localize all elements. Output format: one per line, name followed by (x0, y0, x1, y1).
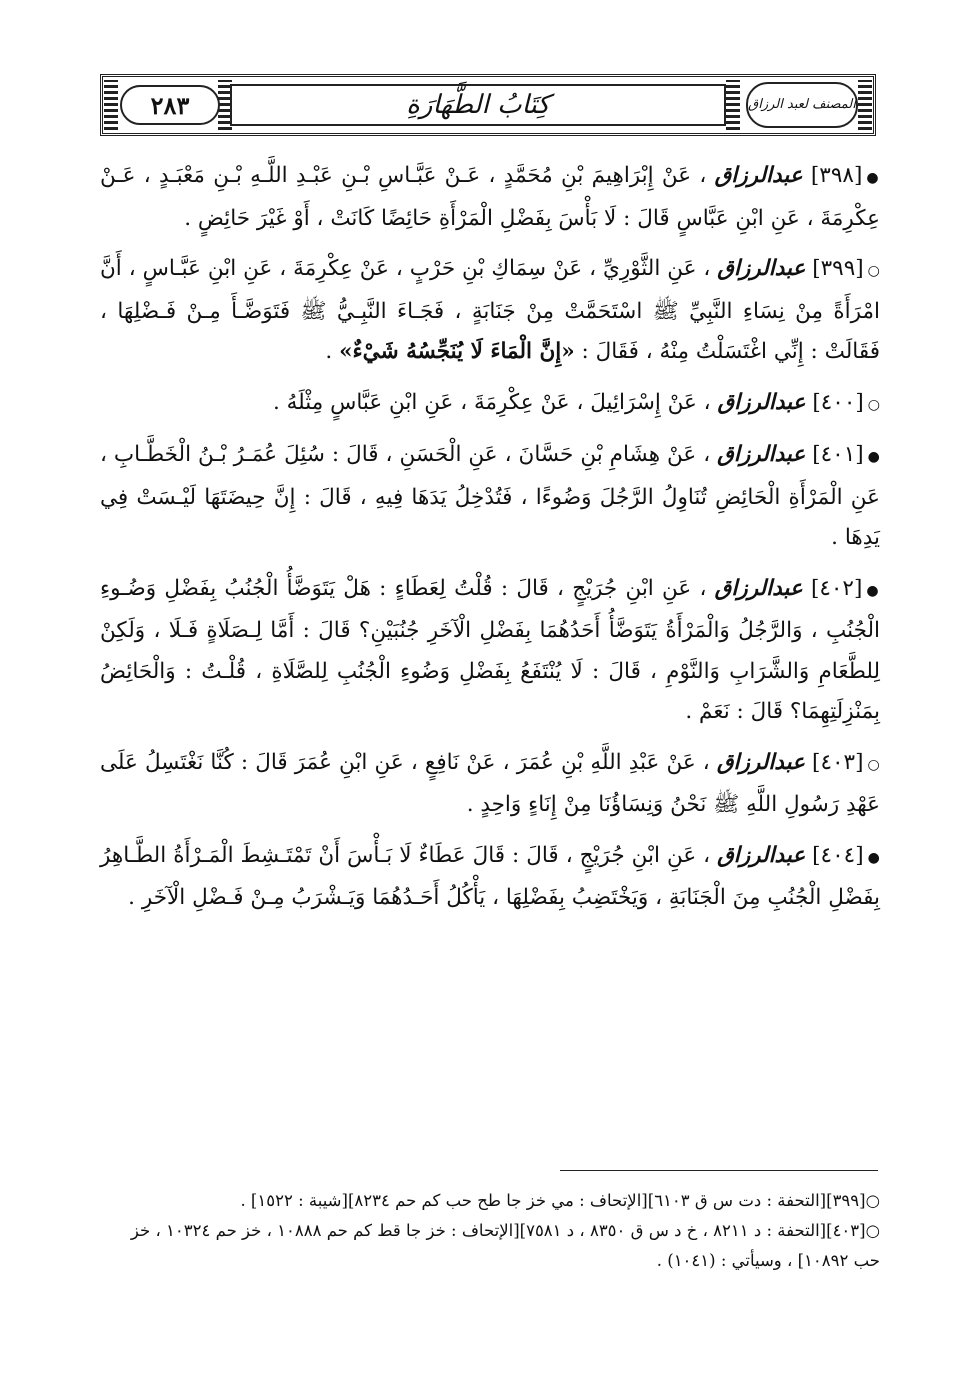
hadith-number: [٤٠١] (812, 442, 864, 467)
prophetic-quote: «إِنَّ الْمَاءَ لَا يُنَجِّسُهُ شَيْءٌ» (339, 339, 575, 364)
hadith-body: ، عَنْ هِشَامِ بْنِ حَسَّانَ ، عَنِ الْحَسَنِ ، قَالَ : سُئِلَ عُمَـرُ بْـنُ الْخَطَّـابِ ، عَنِ الْمَرْأَةِ الْحَائِضِ تُنَاوِلُ الرَّجُلَ وَضُوءًا ، فَتُدْخِلُ يَدَهَا فِيهِ ، قَالَ : إِنَّ حِيضَتَهَا لَيْـسَتْ فِي يَدِهَا . (100, 442, 880, 550)
hadith-entry (100, 383, 880, 426)
page-header (100, 74, 876, 136)
hadith-number: [٤٠٠] (812, 389, 864, 415)
ornament-left-outer (104, 80, 118, 130)
entry-marker: ● (867, 849, 880, 866)
narrator-name: عبدالرزاق (717, 256, 806, 281)
hadith-entry (100, 156, 880, 239)
narrator-name: عبدالرزاق (714, 163, 803, 188)
hadith-number: [٣٩٩] (812, 256, 864, 281)
hadith-tail: . (325, 339, 333, 364)
title-band (230, 84, 726, 126)
hadith-body: ، عَنْ إِسْرَائِيلَ ، عَنْ عِكْرِمَةَ ، عَنِ ابْنِ عَبَّاسٍ مِثْلَهُ . (272, 389, 711, 415)
hadith-entry (100, 569, 880, 733)
entry-marker: ● (866, 170, 880, 186)
hadith-body: ، عَنْ عَبْدِ اللَّهِ بْنِ عُمَرَ ، عَنْ نَافِعٍ ، عَنِ ابْنِ عُمَرَ قَالَ : كُنَّا نَغْتَسِلُ عَلَى عَهْدِ رَسُولِ اللَّهِ ﷺ نَحْنُ وَنِسَاؤُنَا مِنْ إِنَاءٍ وَاحِدٍ . (100, 749, 880, 817)
narrator-name: عبدالرزاق (717, 389, 806, 415)
hadith-body: ، عَنْ إِبْرَاهِيمَ بْنِ مُحَمَّدٍ ، عَـنْ عَبَّـاسِ بْـنِ عَبْـدِ اللَّـهِ بْـنِ مَعْبَـدٍ ، عَـنْ عِكْرِمَةَ ، عَنِ ابْنِ عَبَّاسٍ قَالَ : لَا بَأْسَ بِفَضْلِ الْمَرْأَةِ حَائِضًا كَانَتْ ، أَوْ غَيْرَ حَائِضٍ . (100, 163, 880, 231)
book-title: كِتَابُ الطَّهَارَةِ (406, 90, 550, 120)
hadith-body: ، عَنِ ابْنِ جُرَيْجٍ ، قَالَ : قُلْتُ لِعَطَاءٍ : هَلْ يَتَوَضَّأُ الْجُنُبُ بِفَضْلِ وَضُـوءِ الْجُنُبِ ، وَالرَّجُلُ وَالْمَرْأَةُ يَتَوَضَّأُ أَحَدُهُمَا بِفَضْلِ الْآخَرِ جُنُبَيْنِ؟ قَالَ : أَمَّا لِـصَلَاةٍ فَـلَا ، وَلَكِنْ لِلطَّعَامِ وَالشَّرَابِ وَالنَّوْمِ ، قَالَ : لَا يُنْتَفَعُ بِفَضْلِ وَضُوءِ الْجُنُبِ لِلصَّلَاةِ ، قُلْـتُ : وَالْحَائِضُ بِمَنْزِلَتِهِمَا؟ قَالَ : نَعَمْ . (100, 575, 880, 724)
hadith-number: [٤٠٢] (810, 575, 863, 601)
book-seal: المصنف لعبد الرزاق (746, 82, 858, 128)
footnote: ○[٣٩٩][التحفة : دت س ق ٦١٠٣][الإتحاف : مي خز جا طح حب كم حم ٨٢٣٤][شيبة : ١٥٢٢] . (240, 1191, 880, 1210)
entry-marker: ○ (867, 396, 880, 413)
hadith-number: [٣٩٨] (810, 163, 863, 188)
hadith-number: [٤٠٤] (812, 842, 864, 868)
footnote-separator (560, 1170, 878, 1171)
narrator-name: عبدالرزاق (714, 575, 803, 601)
entry-marker: ○ (867, 263, 880, 279)
hadith-body: ، عَنِ ابْنِ جُرَيْجٍ ، قَالَ : قَالَ عَطَاءٌ لَا بَـأْسَ أَنْ تَمْتَـشِطَ الْمَـرْأَةُ الطَّـاهِرُ بِفَضْلِ الْجُنُبِ مِنَ الْجَنَابَةِ ، وَيَخْتَضِبُ بِفَضْلِهَا ، يَأْكُلُ أَحَـدُهُمَا وَيَـشْرَبُ مِـنْ فَـضْلِ الْآخَرِ . (100, 842, 880, 910)
narrator-name: عبدالرزاق (717, 442, 806, 467)
entry-marker: ● (867, 449, 881, 465)
hadith-entry (100, 249, 880, 373)
ornament-right-outer (858, 80, 872, 130)
hadith-entry (100, 836, 880, 919)
hadith-text (100, 156, 880, 929)
narrator-name: عبدالرزاق (717, 842, 806, 868)
footnote: ○[٤٠٣][التحفة : د ٨٢١١ ، خ د س ق ٨٣٥٠ ، د ٧٥٨١][الإتحاف : خز جا قط كم حم ١٠٨٨٨ ، خز حم ١٠٣٢٤ ، خز حب ١٠٨٩٢] ، وسيأتي : (١٠٤١) . (130, 1221, 880, 1270)
entry-marker: ● (866, 582, 880, 599)
hadith-entry (100, 743, 880, 826)
hadith-body: ، عَنِ الثَّوْرِيِّ ، عَنْ سِمَاكِ بْنِ حَرْبٍ ، عَنْ عِكْرِمَةَ ، عَنِ ابْنِ عَبَّـاسٍ ، أَنَّ امْرَأَةً مِنْ نِسَاءِ النَّبِيِّ ﷺ اسْتَحَمَّتْ مِنْ جَنَابَةٍ ، فَجَـاءَ النَّبِـيُّ ﷺ فَتَوَضَّـأَ مِـنْ فَـضْلِهَا ، فَقَالَتْ : إِنِّي اغْتَسَلْتُ مِنْهُ ، فَقَالَ : (100, 256, 880, 364)
hadith-entry (100, 435, 880, 559)
ornament-right-inner (726, 80, 740, 130)
hadith-number: [٤٠٣] (812, 749, 864, 775)
entry-marker: ○ (867, 756, 880, 773)
page-number: ٢٨٣ (120, 85, 220, 125)
footnotes (100, 1186, 880, 1276)
narrator-name: عبدالرزاق (716, 749, 805, 775)
